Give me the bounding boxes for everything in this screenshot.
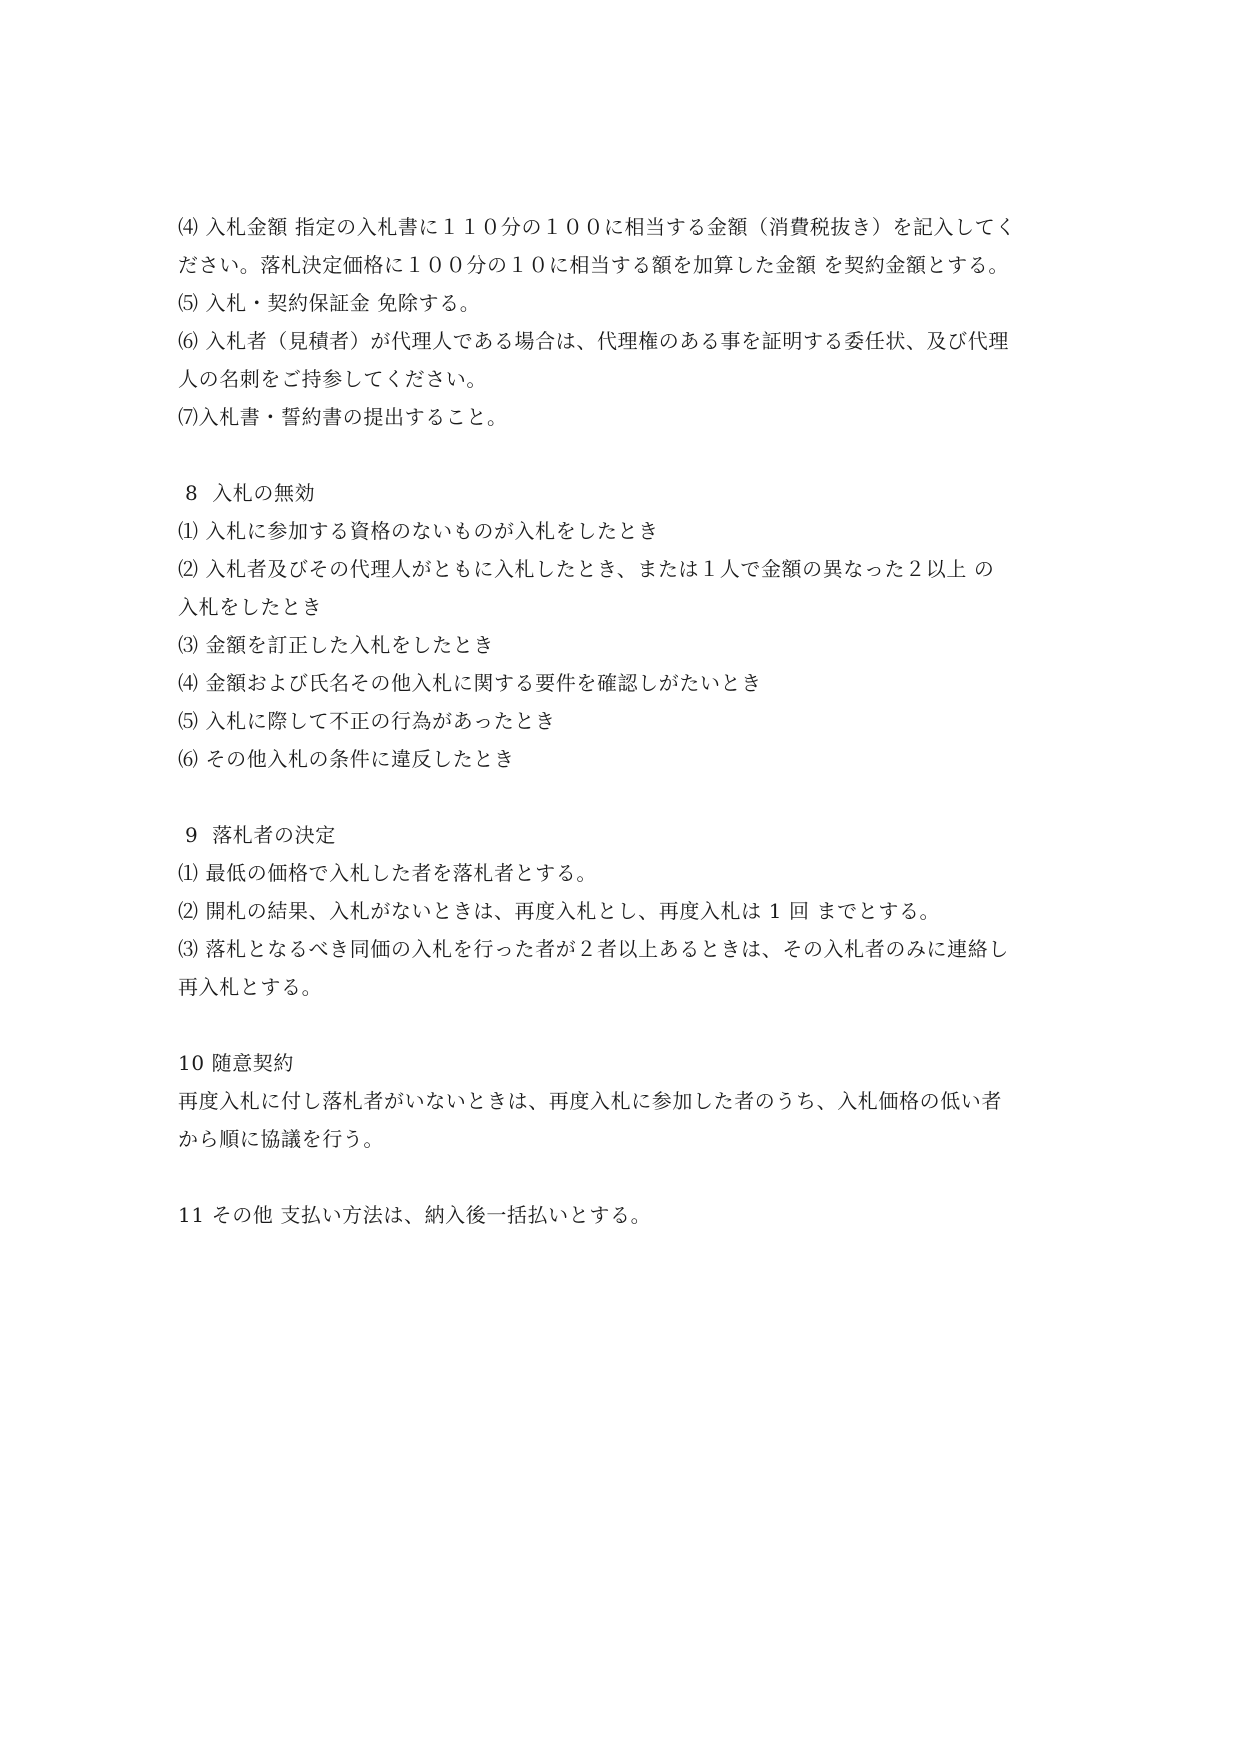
section-gap: [178, 1006, 1078, 1044]
text-line: 再入札とする。: [178, 975, 323, 999]
text-line: ⑶ 金額を訂正した入札をしたとき: [178, 633, 494, 657]
text-line: ⑵ 入札者及びその代理人がともに入札したとき、または１人で金額の異なった２以上 の: [178, 557, 995, 581]
text-line: ⑷ 金額および氏名その他入札に関する要件を確認しがたいとき: [178, 671, 762, 695]
text-line: 再度入札に付し落札者がいないときは、再度入札に参加した者のうち、入札価格の低い者: [178, 1089, 1002, 1113]
text-line: ⑹ その他入札の条件に違反したとき: [178, 747, 515, 771]
section-heading: 9 落札者の決定: [178, 823, 336, 847]
text-line: ⑹ 入札者（見積者）が代理人である場合は、代理権のある事を証明する委任状、及び代理: [178, 329, 1009, 353]
section-gap: [178, 436, 1078, 474]
section-heading: 10 随意契約: [178, 1051, 295, 1075]
text-line: から順に協議を行う。: [178, 1127, 384, 1151]
text-line: 入札をしたとき: [178, 595, 323, 619]
section-winner-decision: [178, 816, 1078, 1006]
text-line: ださい。落札決定価格に１００分の１０に相当する額を加算した金額 を契約金額とする。: [178, 253, 1009, 277]
text-line: ⑴ 最低の価格で入札した者を落札者とする。: [178, 861, 597, 885]
text-line: ⑶ 落札となるべき同価の入札を行った者が２者以上あるときは、その入札者のみに連絡し: [178, 937, 1009, 961]
text-line: 人の名刺をご持参してください。: [178, 367, 487, 391]
text-line: ⑺入札書・誓約書の提出すること。: [178, 405, 508, 429]
text-line: ⑴ 入札に参加する資格のないものが入札をしたとき: [178, 519, 659, 543]
section-bidding-conditions: [178, 208, 1078, 436]
document-page: [178, 208, 1078, 1234]
text-line: ⑸ 入札・契約保証金 免除する。: [178, 291, 481, 315]
section-heading: 8 入札の無効: [178, 481, 316, 505]
text-line: ⑷ 入札金額 指定の入札書に１１０分の１００に相当する金額（消費税抜き）を記入してく: [178, 215, 1016, 239]
section-negotiated-contract: [178, 1044, 1078, 1158]
text-line: ⑵ 開札の結果、入札がないときは、再度入札とし、再度入札は 1 回 までとする。: [178, 899, 941, 923]
section-gap: [178, 1158, 1078, 1196]
text-line: ⑸ 入札に際して不正の行為があったとき: [178, 709, 556, 733]
section-heading: 11 その他 支払い方法は、納入後一括払いとする。: [178, 1203, 652, 1227]
section-other: [178, 1196, 1078, 1234]
section-gap: [178, 778, 1078, 816]
section-invalid-bids: [178, 474, 1078, 778]
